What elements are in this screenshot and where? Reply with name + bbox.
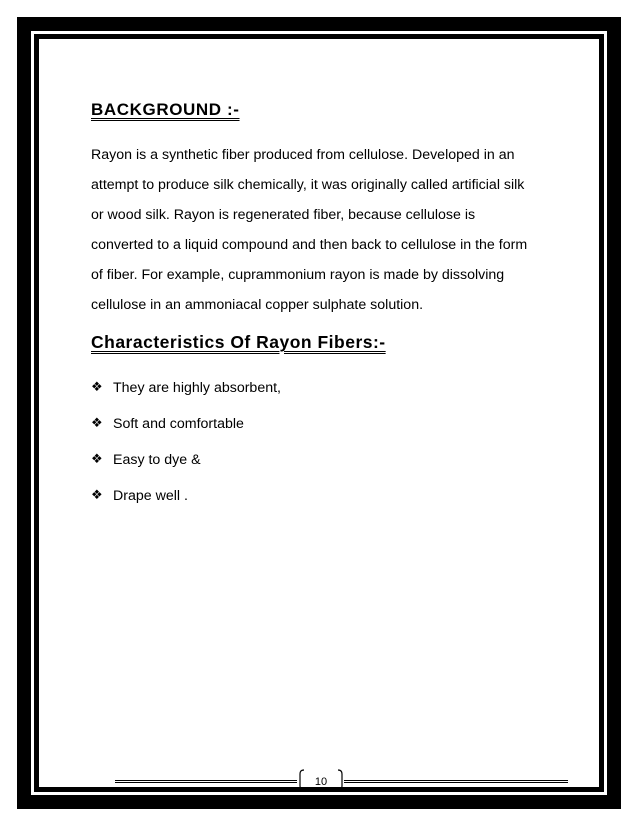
list-item-text: Soft and comfortable	[113, 416, 244, 432]
list-item-text: They are highly absorbent,	[113, 380, 281, 396]
list-item-text: Drape well .	[113, 488, 188, 504]
paragraph-line: Rayon is a synthetic fiber produced from cellulose. Developed in an	[91, 147, 515, 163]
paragraph-line: converted to a liquid compound and then back to cellulose in the form	[91, 237, 528, 253]
footer-rule-left	[115, 780, 297, 783]
diamond-bullet-icon: ❖	[91, 416, 103, 431]
background-heading: BACKGROUND :-	[91, 100, 240, 119]
list-item	[91, 370, 281, 406]
list-item-text: Easy to dye &	[113, 452, 201, 468]
paragraph-line: cellulose in an ammoniacal copper sulphate solution.	[91, 297, 424, 313]
footer-rule-right	[344, 780, 568, 783]
diamond-bullet-icon: ❖	[91, 452, 103, 467]
paragraph-line: attempt to produce silk chemically, it was originally called artificial silk	[91, 177, 525, 193]
page-number: 10	[314, 776, 328, 788]
paragraph-line: of fiber. For example, cuprammonium rayon is made by dissolving	[91, 267, 505, 283]
paragraph-line: or wood silk. Rayon is regenerated fiber, because cellulose is	[91, 207, 476, 223]
diamond-bullet-icon: ❖	[91, 488, 103, 503]
characteristics-heading: Characteristics Of Rayon Fibers:-	[91, 332, 386, 352]
list-item	[91, 442, 281, 478]
diamond-bullet-icon: ❖	[91, 380, 103, 395]
list-item	[91, 406, 281, 442]
characteristics-list	[91, 370, 281, 514]
list-item	[91, 478, 281, 514]
background-paragraph	[91, 140, 561, 320]
